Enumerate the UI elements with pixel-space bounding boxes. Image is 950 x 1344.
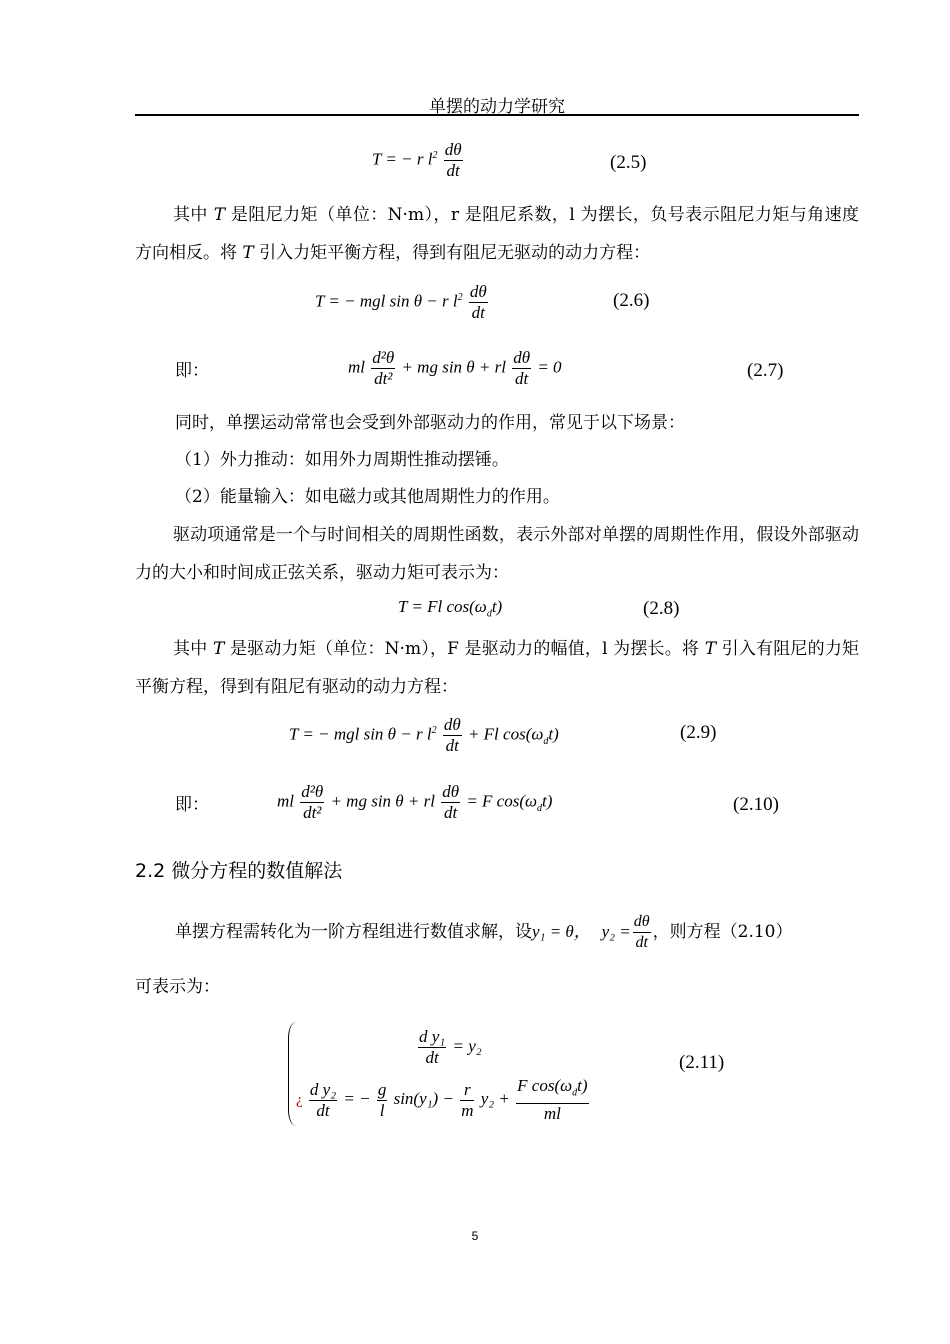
equation-label-2-10: (2.10) <box>733 794 779 815</box>
equation-2-6: T = − mgl sin θ − r $l^2$ $\frac{d\theta}{dt}$ <box>315 282 487 322</box>
section-heading: 2.2 微分方程的数值解法 <box>135 860 343 882</box>
equation-prefix-2-7: 即： <box>175 361 209 381</box>
equation-prefix-2-10: 即： <box>175 795 209 815</box>
equation-label-2-11: (2.11) <box>679 1052 725 1073</box>
equation-2-10: ml $\frac{\text{d²θ}}{\text{dt²}}$ + mg sin θ + rl $\frac{d\theta}{dt}$ = F $\cos(\omega_dt)$ <box>277 782 553 822</box>
paragraph-driving-torque: 其中 T 是驱动力矩（单位：N·m），F 是驱动力的幅值，l 为摆长。将 T 引入有阻尼的力矩平衡方程，得到有阻尼有驱动的动力方程： <box>135 639 860 697</box>
equation-2-5: T = − r $l^2$ $\frac{d\theta}{dt}$ <box>372 140 462 180</box>
equation-2-11-row2: ¿ $\frac{\text{d y₂}}{dt}$ = − $\frac{g}{l}$ sin(y₁) − $\frac{r}{m}$ y₂ + $\frac{F \cos(\omega_dt)}{ml}$ <box>296 1076 588 1124</box>
equation-label-2-8: (2.8) <box>643 598 680 619</box>
running-header: 单摆的动力学研究 <box>429 97 565 117</box>
equation-2-9: T = − mgl sin θ − r $l^2$ $\frac{d\theta}{dt}$ + Fl $\cos(\omega_dt)$ <box>289 715 559 755</box>
equation-label-2-5: (2.5) <box>610 152 647 173</box>
list-item-2: （2）能量输入：如电磁力或其他周期性力的作用。 <box>175 487 560 507</box>
paragraph-damping: 其中 T 是阻尼力矩（单位：N·m），r 是阻尼系数，l 为摆长，负号表示阻尼力矩与角速度方向相反。将 T 引入力矩平衡方程，得到有阻尼无驱动的动力方程： <box>135 205 859 263</box>
paragraph-driving-term: 驱动项通常是一个与时间相关的周期性函数，表示外部对单摆的周期性作用，假设外部驱动力的大小和时间成正弦关系，驱动力矩可表示为： <box>135 525 859 583</box>
equation-label-2-6: (2.6) <box>613 290 650 311</box>
equation-2-8: T = Fl $\cos(\omega_dt)$ <box>398 597 503 620</box>
paragraph-first-order: 单摆方程需转化为一阶方程组进行数值求解，设y₁ = θ， y₂ = $\frac{d\theta}{dt}$ ，则方程（2.10） <box>175 913 793 951</box>
equation-2-11-row1: $\frac{\text{d y₁}}{dt}$ = y₂ <box>419 1027 482 1067</box>
list-item-1: （1）外力推动：如用外力周期性推动摆锤。 <box>175 450 509 470</box>
paragraph-driving-intro: 同时，单摆运动常常也会受到外部驱动力的作用，常见于以下场景： <box>175 413 685 433</box>
header-rule <box>135 114 859 116</box>
equation-label-2-9: (2.9) <box>680 722 717 743</box>
page-number: 5 <box>471 1229 479 1243</box>
equation-label-2-7: (2.7) <box>747 360 784 381</box>
equation-2-7: ml $\frac{\text{d²θ}}{\text{dt²}}$ + mg sin θ + rl $\frac{d\theta}{dt}$ = 0 <box>348 348 562 388</box>
paragraph-can-be-expressed: 可表示为： <box>135 977 220 997</box>
